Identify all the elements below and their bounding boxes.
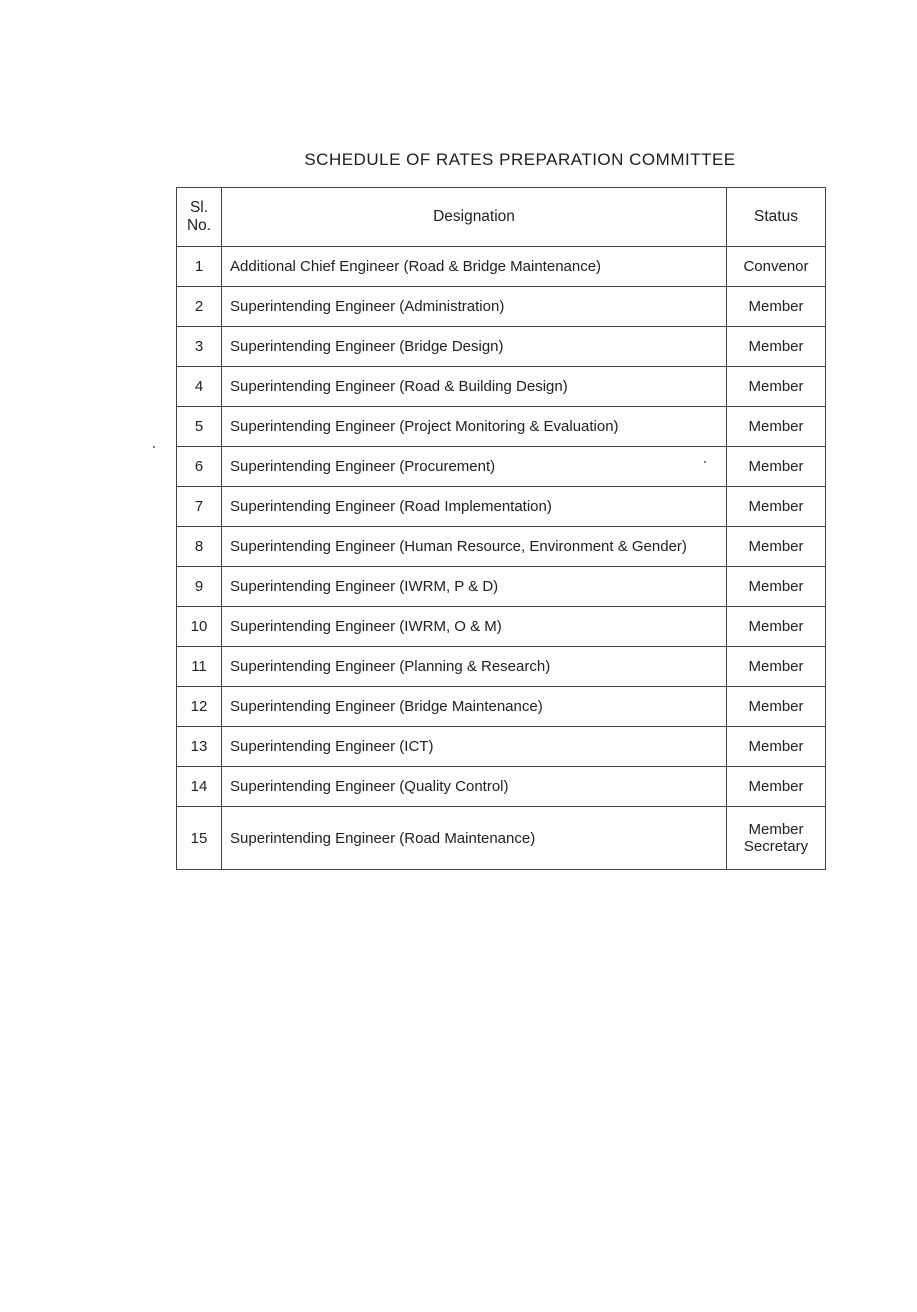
row-sl-no: 14 (177, 767, 222, 807)
row-status: Member (727, 567, 826, 607)
row-status: Member (727, 487, 826, 527)
row-sl-no: 13 (177, 727, 222, 767)
row-sl-no: 9 (177, 567, 222, 607)
table-row (177, 487, 826, 527)
row-status: Member (727, 447, 826, 487)
row-sl-no: 4 (177, 367, 222, 407)
row-sl-no: 10 (177, 607, 222, 647)
table-header-row (177, 188, 826, 247)
row-status: Member (727, 687, 826, 727)
row-status: Member (727, 727, 826, 767)
row-sl-no: 11 (177, 647, 222, 687)
table-row (177, 607, 826, 647)
row-status: Member (727, 287, 826, 327)
row-sl-no: 12 (177, 687, 222, 727)
row-status: Member (727, 367, 826, 407)
row-designation: Superintending Engineer (Procurement) (222, 447, 727, 487)
document-title: SCHEDULE OF RATES PREPARATION COMMITTEE (304, 150, 736, 169)
row-designation: Superintending Engineer (Administration) (222, 287, 727, 327)
scan-speck (153, 446, 155, 448)
row-sl-no: 8 (177, 527, 222, 567)
table-row (177, 407, 826, 447)
header-status: Status (727, 188, 826, 247)
table-row (177, 727, 826, 767)
row-sl-no: 7 (177, 487, 222, 527)
row-status: Member Secretary (727, 807, 826, 870)
table-row (177, 527, 826, 567)
row-sl-no: 5 (177, 407, 222, 447)
row-designation: Superintending Engineer (Road Maintenance) (222, 807, 727, 870)
table-row (177, 447, 826, 487)
row-sl-no: 3 (177, 327, 222, 367)
row-designation: Superintending Engineer (Bridge Design) (222, 327, 727, 367)
row-designation: Superintending Engineer (Planning & Research) (222, 647, 727, 687)
table-row (177, 767, 826, 807)
row-designation: Superintending Engineer (Bridge Maintenance) (222, 687, 727, 727)
row-sl-no: 6 (177, 447, 222, 487)
committee-table (176, 187, 826, 870)
row-designation: Superintending Engineer (Road Implementation) (222, 487, 727, 527)
row-designation: Superintending Engineer (Quality Control) (222, 767, 727, 807)
table-row (177, 327, 826, 367)
row-status: Member (727, 527, 826, 567)
row-designation: Superintending Engineer (Road & Building Design) (222, 367, 727, 407)
row-sl-no: 15 (177, 807, 222, 870)
table-row (177, 247, 826, 287)
row-status: Member (727, 327, 826, 367)
row-status: Member (727, 607, 826, 647)
row-status: Member (727, 647, 826, 687)
row-designation: Additional Chief Engineer (Road & Bridge Maintenance) (222, 247, 727, 287)
table-row (177, 647, 826, 687)
row-designation: Superintending Engineer (ICT) (222, 727, 727, 767)
header-sl-no: Sl. No. (177, 188, 222, 247)
row-designation: Superintending Engineer (Project Monitoring & Evaluation) (222, 407, 727, 447)
table-row (177, 287, 826, 327)
row-sl-no: 1 (177, 247, 222, 287)
row-status: Convenor (727, 247, 826, 287)
table-row (177, 807, 826, 870)
table-row (177, 567, 826, 607)
row-sl-no: 2 (177, 287, 222, 327)
row-status: Member (727, 407, 826, 447)
table-row (177, 687, 826, 727)
row-designation: Superintending Engineer (IWRM, P & D) (222, 567, 727, 607)
header-designation: Designation (222, 188, 727, 247)
row-designation: Superintending Engineer (IWRM, O & M) (222, 607, 727, 647)
table-row (177, 367, 826, 407)
row-status: Member (727, 767, 826, 807)
row-designation: Superintending Engineer (Human Resource, Environment & Gender) (222, 527, 727, 567)
scan-speck (704, 461, 706, 463)
